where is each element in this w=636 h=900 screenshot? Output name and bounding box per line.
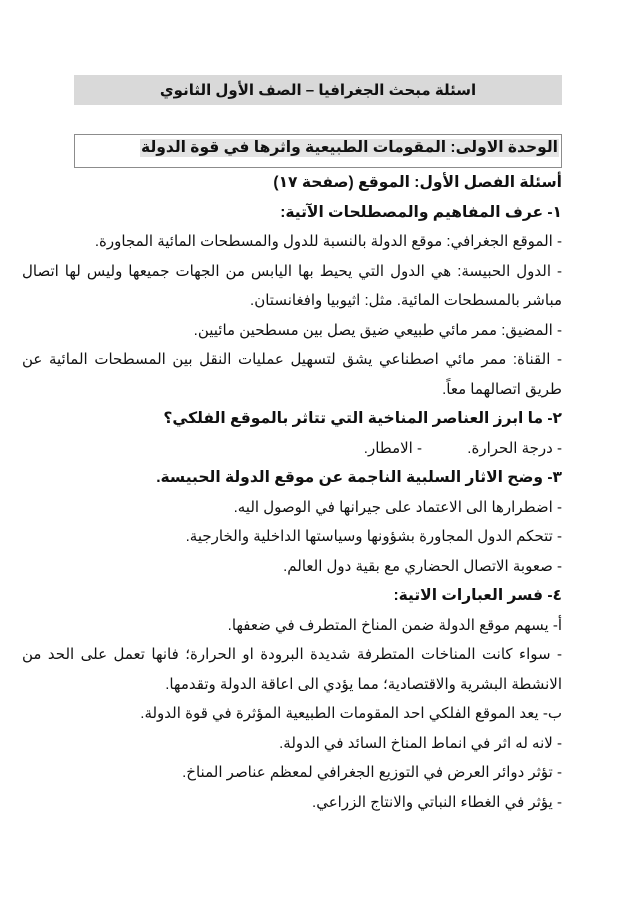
unit-heading: الوحدة الاولى: المقومات الطبيعية واثرها في قوة الدولة [141, 139, 558, 156]
q4b-statement: ب- يعد الموقع الفلكي احد المقومات الطبيعية المؤثرة في قوة الدولة. [140, 705, 562, 722]
document-title: اسئلة مبحث الجغرافيا – الصف الأول الثانوي [159, 82, 477, 99]
q4b-answer: - لانه له اثر في انماط المناخ السائد في الدولة. [279, 734, 562, 752]
q2-answer-rain: - الامطار. [363, 439, 422, 457]
q3-answer: - تتحكم الدول المجاورة بشؤونها وسياستها الداخلية والخارجية. [185, 528, 562, 545]
q1-answer-landlocked-states: - الدول الحبيسة: هي الدول التي يحيط بها اليابس من الجهات جميعها وليس لها اتصال مباشر بالمسطحات المائية. مثل: اثيوبيا وافغانستان. [22, 262, 562, 309]
q1-answer-canal: - القناة: ممر مائي اصطناعي يشق لتسهيل عمليات النقل بين المسطحات المائية عن طريق اتصالهما معاً. [22, 351, 562, 398]
question-1: ١- عرف المفاهيم والمصطلحات الآتية: [280, 203, 562, 221]
chapter-heading: أسئلة الفصل الأول: الموقع (صفحة ١٧) [273, 174, 562, 191]
question-4: ٤- فسر العبارات الاتية: [393, 587, 562, 604]
document-content [22, 168, 562, 817]
document-title-bar [74, 75, 562, 105]
question-3: ٣- وضح الاثار السلبية الناجمة عن موقع الدولة الحبيسة. [156, 469, 562, 486]
q2-answer-temperature: - درجة الحرارة. [467, 439, 562, 457]
q1-answer-strait: - المضيق: ممر مائي طبيعي ضيق يصل بين مسطحين مائيين. [193, 321, 562, 339]
unit-heading-box [74, 134, 562, 168]
q4a-statement: أ- يسهم موقع الدولة ضمن المناخ المتطرف في ضعفها. [227, 616, 562, 634]
q3-answer: - اضطرارها الى الاعتماد على جيرانها في الوصول اليه. [233, 498, 562, 516]
q4b-answer: - تؤثر دوائر العرض في التوزيع الجغرافي لمعظم عناصر المناخ. [182, 764, 562, 781]
q1-answer-geographic-location: - الموقع الجغرافي: موقع الدولة بالنسبة للدول والمسطحات المائية المجاورة. [94, 233, 562, 250]
q3-answer: - صعوبة الاتصال الحضاري مع بقية دول العالم. [283, 557, 562, 575]
question-2: ٢- ما ابرز العناصر المناخية التي تتاثر بالموقع الفلكي؟ [163, 410, 562, 427]
q2-answers [22, 434, 562, 464]
q4a-answer: - سواء كانت المناخات المتطرفة شديدة البرودة او الحرارة؛ فانها تعمل على الحد من الانشطة البشرية والاقتصادية؛ مما يؤدي الى اعاقة الدولة وتقدمها. [22, 646, 562, 693]
q4b-answer: - يؤثر في الغطاء النباتي والانتاج الزراعي. [312, 793, 562, 811]
